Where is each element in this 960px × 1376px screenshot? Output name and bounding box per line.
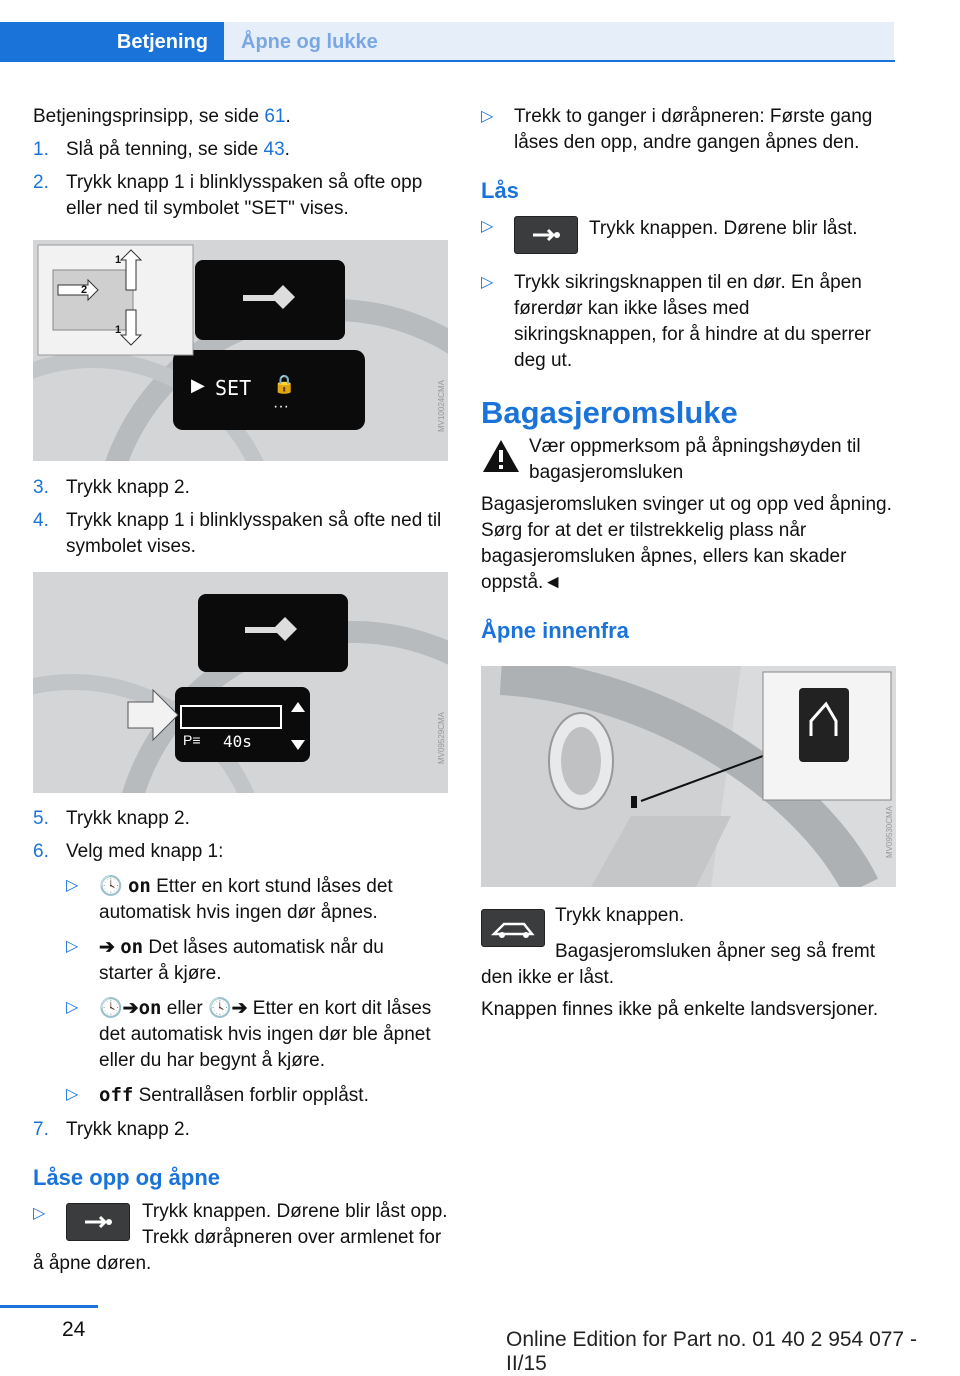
footer-divider <box>0 1305 98 1308</box>
bullet-triangle-icon: ▷ <box>481 108 494 125</box>
heading-las: Lås <box>481 178 519 203</box>
option-text: Det låses automatisk når du starter å kjøre. <box>99 937 384 984</box>
lock-key-button-icon <box>514 216 578 254</box>
country-note: Knappen finnes ikke på enkelte landsversjoner. <box>481 999 879 1020</box>
page-link-43[interactable]: 43 <box>263 139 285 160</box>
bullet-triangle-icon: ▷ <box>66 877 79 894</box>
bullet-triangle-icon: ▷ <box>66 999 79 1016</box>
heading-lase-opp: Låse opp og åpne <box>33 1165 221 1190</box>
dashboard-image-timer <box>33 572 448 793</box>
page-link-61[interactable]: 61 <box>264 106 286 127</box>
step-4 <box>33 508 448 560</box>
dashboard-illustration <box>33 240 448 461</box>
lever-label-1-bottom: 1 <box>115 324 122 336</box>
option-text: Etter en kort stund låses det automatisk hvis ingen dør åpnes. <box>99 876 393 923</box>
option-text: Sentrallåsen forblir opplåst. <box>133 1085 369 1106</box>
lock-text: Trykk knappen. Dørene blir låst. <box>589 218 858 239</box>
caution-paragraph: Bagasjeromsluken svinger ut og opp ved åpning. Sørg for at det er tilstrekkelig plass når bagasjeromsluken åpnes, ellers kan skader oppstå.◄ <box>481 494 892 593</box>
left-column-mid <box>33 475 448 560</box>
bullet-triangle-icon: ▷ <box>481 218 494 235</box>
clock-icon: 🕓 <box>99 876 123 897</box>
trunk-opens-text: Bagasjeromsluken åpner seg så fremt den ikke er låst. <box>481 941 875 988</box>
display-park-icon: P≡ <box>183 732 201 748</box>
item-text: Trykk sikringsknappen til en dør. En åpen førerdør kan ikke låses med sikringsknappen, for å hindre at du sperrer deg ut. <box>514 272 871 371</box>
step-text: Trykk knapp 1 i blinklysspaken så ofte opp eller ned til symbolet "SET" vises. <box>66 172 423 219</box>
unlock-item <box>33 1199 448 1277</box>
step-6 <box>33 839 448 865</box>
step-text: Trykk knapp 2. <box>66 808 190 829</box>
display-set-text: SET <box>215 376 252 400</box>
trunk-button-row <box>481 903 896 955</box>
right-column-lower <box>481 903 896 1023</box>
step-3 <box>33 475 448 501</box>
trunk-button-icon <box>481 909 545 947</box>
intro-text: Betjeningsprinsipp, se side <box>33 106 265 127</box>
step-number: 3. <box>33 477 49 498</box>
lock-item <box>481 210 896 254</box>
warning-box <box>481 434 896 486</box>
bullet-triangle-icon: ▷ <box>481 274 494 291</box>
tab-betjening[interactable]: Betjening <box>0 22 224 62</box>
step-text: Trykk knapp 1 i blinklysspaken så ofte ned til symbolet vises. <box>66 510 442 557</box>
header-tabbar <box>0 0 960 62</box>
symbol-on: on <box>127 875 151 897</box>
step-text: Velg med knapp 1: <box>66 841 224 862</box>
clock-arrow-icon: 🕓➔ <box>99 998 139 1019</box>
image-code: MV09529CMA <box>437 712 446 765</box>
press-text: Trykk knappen. <box>555 905 685 926</box>
warning-triangle-icon <box>481 438 521 474</box>
left-column-lower <box>33 806 448 1277</box>
option-timer-on <box>66 873 439 926</box>
unlock-text: Trykk knappen. Dørene blir låst opp. Trekk døråpneren over armlenet for å åpne døren. <box>33 1201 448 1274</box>
option-off <box>66 1082 439 1109</box>
step-number: 1. <box>33 139 49 160</box>
display-lock-icon: 🔒 <box>273 374 296 394</box>
bullet-triangle-icon: ▷ <box>33 1205 46 1222</box>
warning-text: Vær oppmerksom på åpningshøyden til bagasjeromsluken <box>529 436 861 483</box>
symbol-off: off <box>99 1084 134 1106</box>
image-code: MV09530CMA <box>885 806 894 859</box>
dashboard-illustration <box>33 572 448 793</box>
step-2 <box>33 170 448 222</box>
step-number: 6. <box>33 841 49 862</box>
heading-bagasjeromsluke: Bagasjeromsluke <box>481 395 738 430</box>
lever-label-1-top: 1 <box>115 254 122 266</box>
heading-apne-innenfra: Åpne innenfra <box>481 618 629 643</box>
page-number: 24 <box>62 1318 86 1341</box>
trunk-button-image <box>481 666 896 887</box>
step-7 <box>33 1117 448 1143</box>
symbol-on: on <box>120 936 144 958</box>
step-number: 7. <box>33 1119 49 1140</box>
step-text: Trykk knapp 2. <box>66 1119 190 1140</box>
pull-twice-item <box>481 104 896 156</box>
display-timer-value: 40s <box>223 732 252 751</box>
right-column <box>481 104 896 644</box>
step-text: Trykk knapp 2. <box>66 477 190 498</box>
step-text: Slå på tenning, se side <box>66 139 264 160</box>
clock-arrow-icon: 🕓➔ <box>207 998 248 1019</box>
arrow-right-icon: ➔ <box>99 937 115 958</box>
step-1: 1. Slå på tenning, se side 43. <box>33 137 448 163</box>
intro-line: Betjeningsprinsipp, se side 61. <box>33 106 291 127</box>
option-text: Etter en kort dit låses det automatisk hvis ingen dør ble åpnet eller du har begynt å kjøre. <box>99 998 432 1071</box>
option-mid: eller <box>161 998 208 1019</box>
lever-label-2: 2 <box>81 284 88 296</box>
display-play-icon: ▶ <box>191 375 205 395</box>
symbol-on: on <box>138 997 162 1019</box>
step-5 <box>33 806 448 832</box>
display-dots: ··· <box>273 398 289 415</box>
bullet-triangle-icon: ▷ <box>66 1086 79 1103</box>
item-text: Trekk to ganger i døråpneren: Første gang låses den opp, andre gangen åpnes den. <box>514 106 873 153</box>
step-number: 5. <box>33 808 49 829</box>
dashboard-image-set <box>33 240 448 461</box>
left-column <box>33 104 448 222</box>
bullet-triangle-icon: ▷ <box>66 938 79 955</box>
image-code: MV10024CMA <box>437 380 446 433</box>
header-divider <box>0 60 895 62</box>
option-drive-on <box>66 934 439 987</box>
unlock-key-button-icon <box>66 1203 130 1241</box>
safety-button-item <box>481 270 896 374</box>
interior-illustration <box>481 666 896 887</box>
option-timer-or-drive <box>66 995 439 1074</box>
tab-apne-og-lukke[interactable]: Åpne og lukke <box>224 22 894 62</box>
step-number: 4. <box>33 510 49 531</box>
edition-text: Online Edition for Part no. 01 40 2 954 077 - II/15 <box>506 1328 917 1375</box>
step-number: 2. <box>33 172 49 193</box>
